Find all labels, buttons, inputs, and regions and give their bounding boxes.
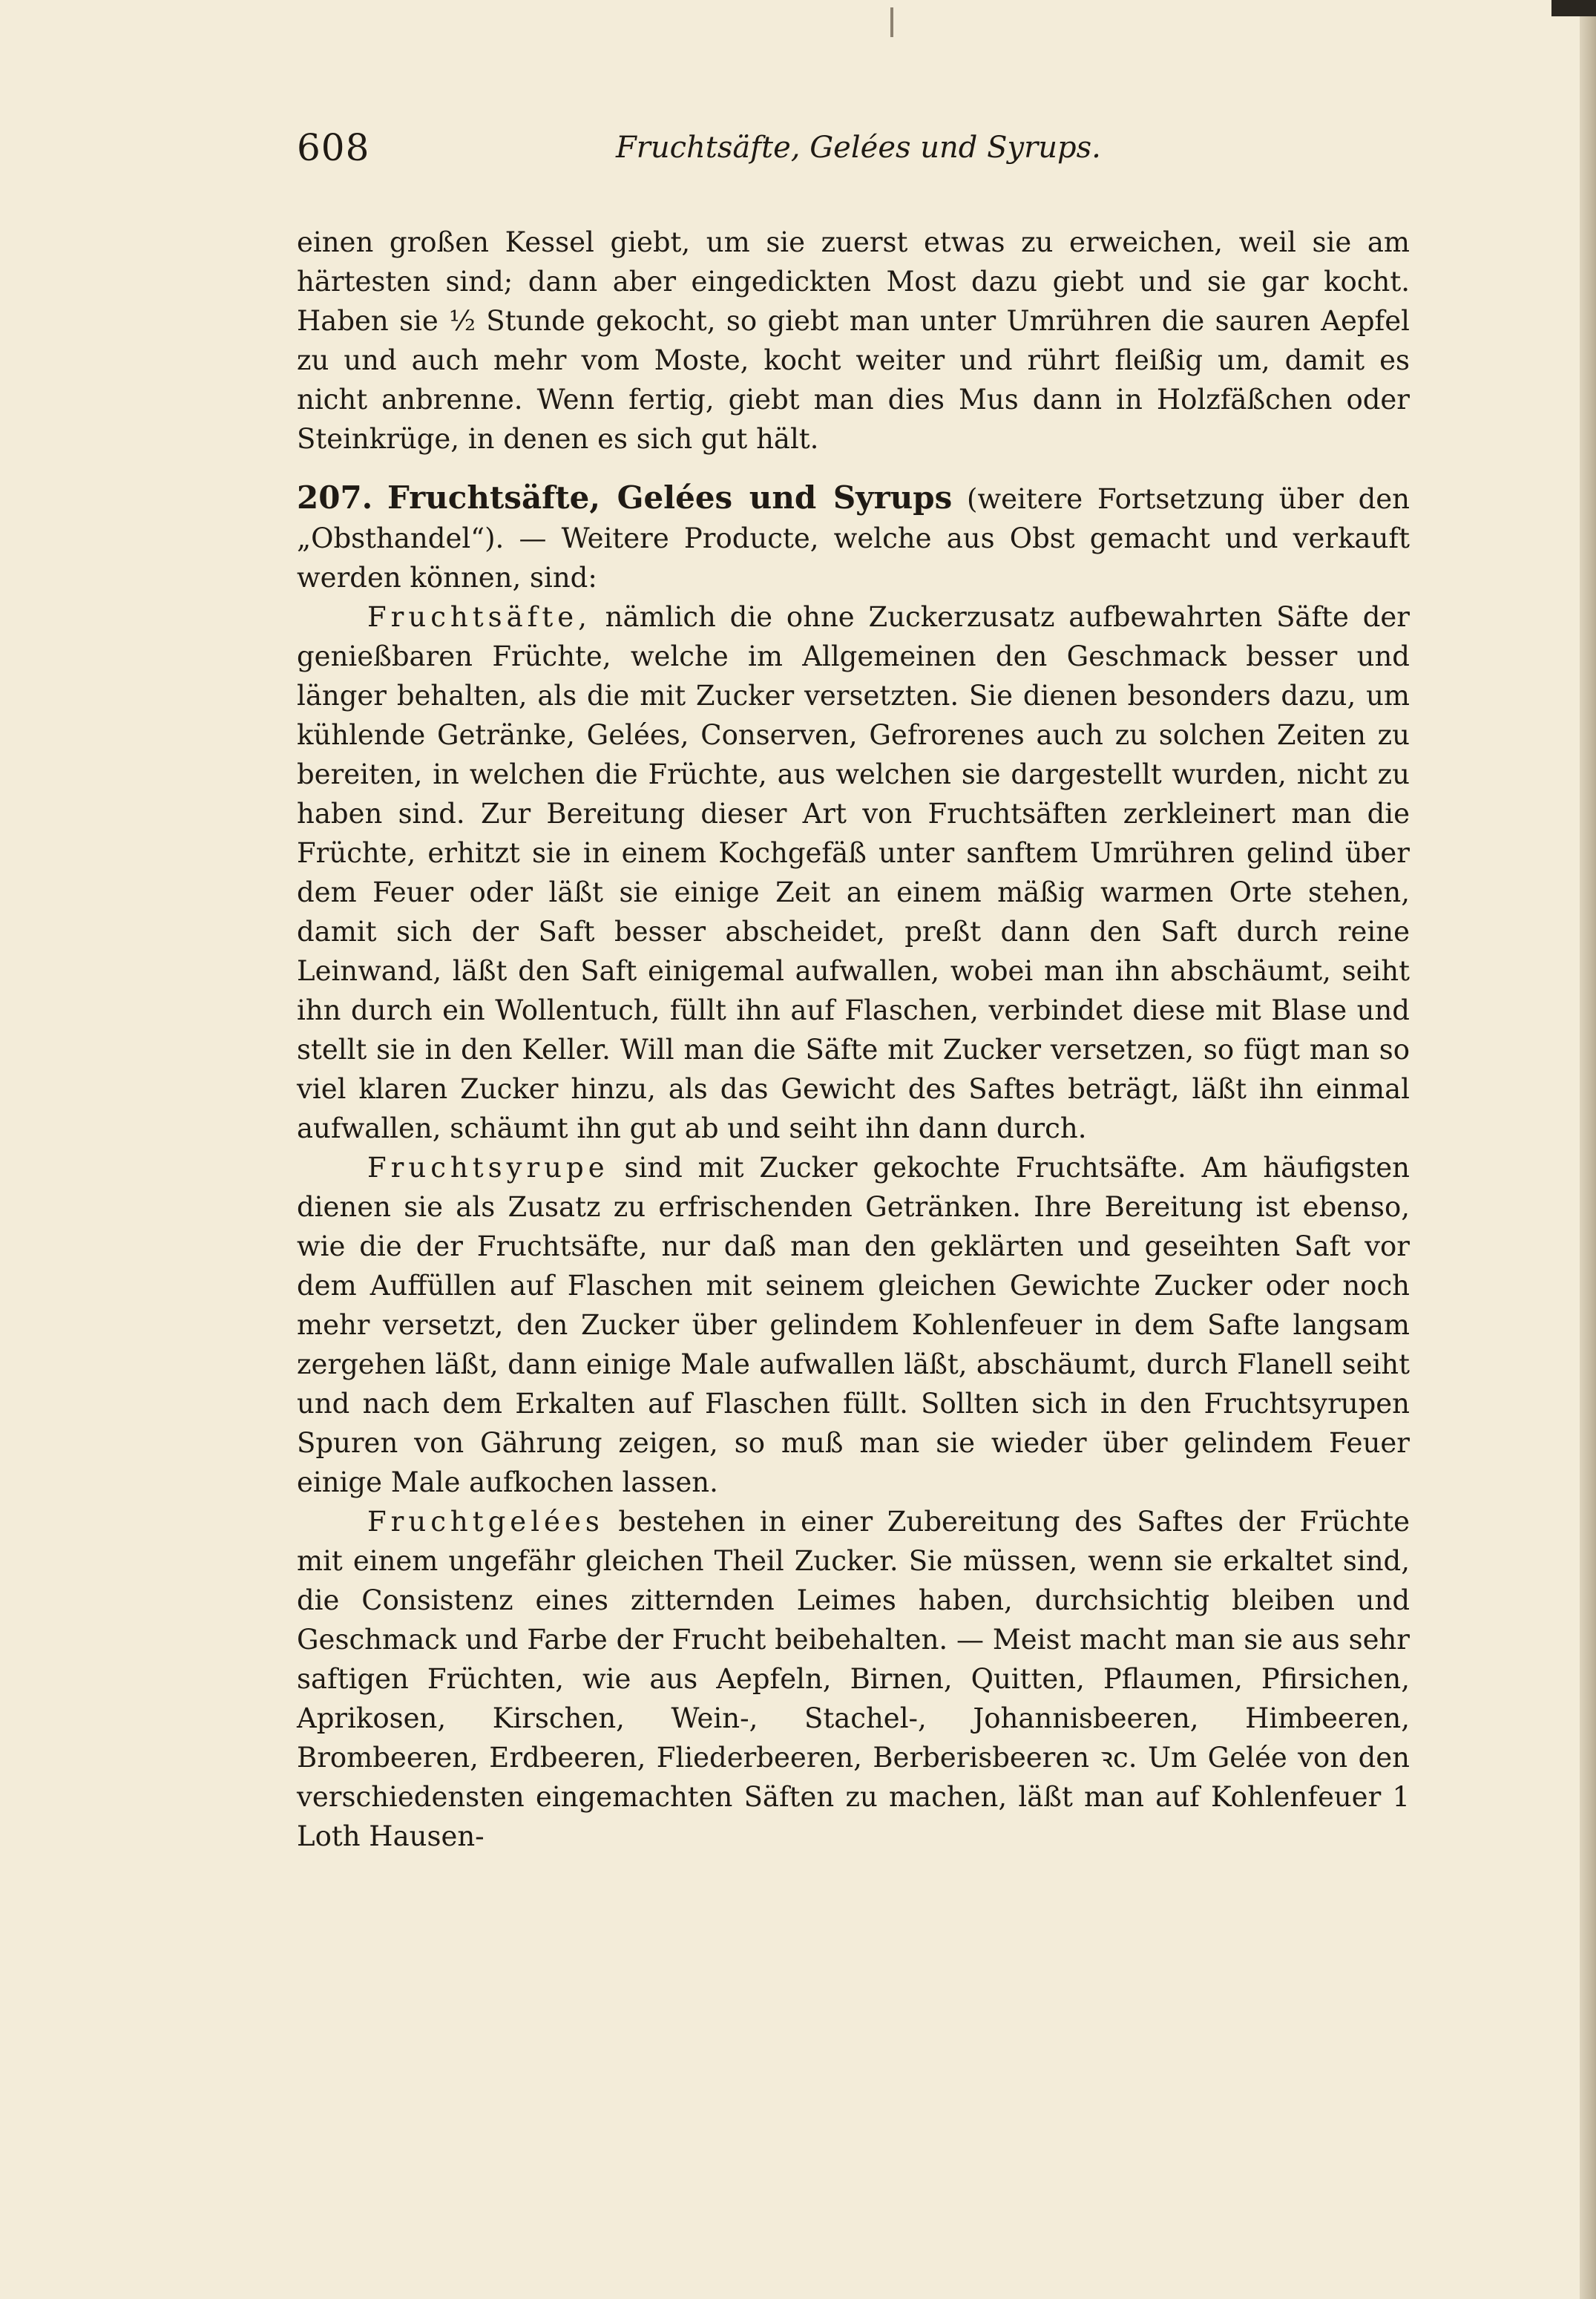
paragraph-text: bestehen in einer Zubereitung des Saftes der Früchte mit einem ungefähr gleichen Theil Zucker. Sie müssen, wenn sie erkaltet sind, die Consistenz eines zitternden Leimes haben, durchsichtig bleiben und Geschmack und Farbe der Frucht beibehalten. — Meist macht man sie aus sehr saftigen Früchten, wie aus Aepfeln, Birnen, Quitten, Pflaumen, Pfirsichen, Aprikosen, Kirschen, Wein-, Stachel-, Johannisbeeren, Himbeeren, Brombeeren, Erdbeeren, Fliederbeeren, Berberisbeeren ꝛc. Um Gelée von den verschiedensten eingemachten Säften zu machen, läßt man auf Kohlenfeuer 1 Loth Hausen-	[297, 1506, 1410, 1852]
scan-tick-mark	[890, 7, 893, 37]
paragraph-fruchtgelees	[297, 1502, 1410, 1856]
section-number: 207.	[297, 479, 373, 516]
page-edge-shadow	[1580, 0, 1596, 2299]
term-fruchtgelees: Fruchtgelées	[367, 1506, 604, 1538]
paragraph-text: nämlich die ohne Zuckerzusatz aufbewahrten Säfte der genießbaren Früchte, welche im Allgemeinen den Geschmack besser und länger behalten, als die mit Zucker versetzten. Sie dienen besonders dazu, um kühlende Getränke, Gelées, Conserven, Gefrorenes auch zu solchen Zeiten zu bereiten, in welchen die Früchte, aus welchen sie dargestellt wurden, nicht zu haben sind. Zur Bereitung dieser Art von Fruchtsäften zerkleinert man die Früchte, erhitzt sie in einem Kochgefäß unter sanftem Umrühren gelind über dem Feuer oder läßt sie einige Zeit an einem mäßig warmen Orte stehen, damit sich der Saft besser abscheidet, preßt dann den Saft durch reine Leinwand, läßt den Saft einigemal aufwallen, wobei man ihn abschäumt, seiht ihn durch ein Wollentuch, füllt ihn auf Flaschen, verbindet diese mit Blase und stellt sie in den Keller. Will man die Säfte mit Zucker versetzen, so fügt man so viel klaren Zucker hinzu, als das Gewicht des Saftes beträgt, läßt ihn einmal aufwallen, schäumt ihn gut ab und seiht ihn dann durch.	[297, 601, 1410, 1144]
page-header	[297, 126, 1410, 186]
term-fruchtsyrupe: Fruchtsyrupe	[367, 1152, 609, 1184]
paragraph-text: sind mit Zucker gekochte Fruchtsäfte. Am häufigsten dienen sie als Zusatz zu erfrischenden Getränken. Ihre Bereitung ist ebenso, wie die der Fruchtsäfte, nur daß man den geklärten und geseihten Saft vor dem Auffüllen auf Flaschen mit seinem gleichen Gewichte Zucker oder noch mehr versetzt, den Zucker über gelindem Kohlenfeuer in dem Safte langsam zergehen läßt, dann einige Male aufwallen läßt, abschäumt, durch Flanell seiht und nach dem Erkalten auf Flaschen füllt. Sollten sich in den Fruchtsyrupen Spuren von Gährung zeigen, so muß man sie wieder über gelindem Feuer einige Male aufkochen lassen.	[297, 1152, 1410, 1498]
paragraph-fruchtsyrupe	[297, 1148, 1410, 1502]
section-heading-paragraph	[297, 478, 1410, 597]
intro-paragraph: einen großen Kessel giebt, um sie zuerst etwas zu erweichen, weil sie am härtesten sind; dann aber eingedickten Most dazu giebt und sie gar kocht. Haben sie ½ Stunde gekocht, so giebt man unter Umrühren die sauren Aepfel zu und auch mehr vom Moste, kocht weiter und rührt fleißig um, damit es nicht anbrenne. Wenn fertig, giebt man dies Mus dann in Holzfäßchen oder Steinkrüge, in denen es sich gut hält.	[297, 226, 1410, 455]
running-head: Fruchtsäfte, Gelées und Syrups.	[616, 131, 1101, 165]
page-number: 608	[297, 126, 370, 169]
scan-corner-mark	[1551, 0, 1596, 16]
paragraph-fruchtsaefte	[297, 597, 1410, 1148]
book-page	[297, 126, 1410, 1856]
section-intro: (weitere Fortsetzung über den „Obsthandel“). — Weitere Producte, welche aus Obst gemacht und verkauft werden können, sind:	[297, 483, 1410, 594]
term-fruchtsaefte: Fruchtsäfte,	[367, 601, 591, 633]
section-title: Fruchtsäfte, Gelées und Syrups	[387, 479, 953, 516]
